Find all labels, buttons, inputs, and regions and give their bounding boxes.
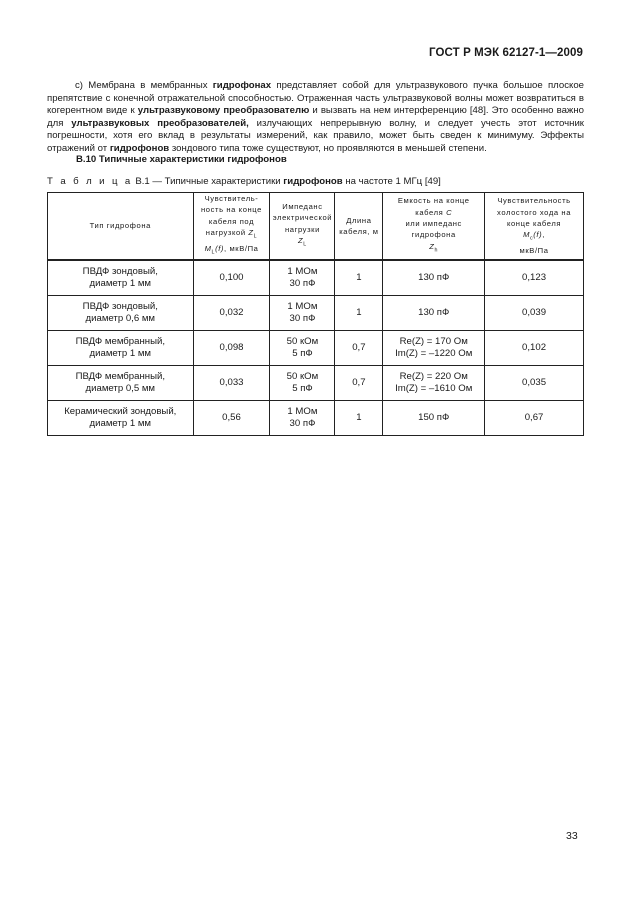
table-row (48, 296, 584, 331)
cell-text: ПВДФ мембранный, (75, 370, 165, 382)
header-text: Емкость на конце кабеля (397, 196, 470, 217)
cell-impedance (270, 401, 335, 436)
header-capacitance (383, 193, 485, 261)
cell-text: 1 МОм (287, 265, 318, 277)
table-row (48, 260, 584, 296)
header-type (48, 193, 194, 261)
cell-text: Re(Z) = 170 Ом (399, 335, 468, 347)
header-sensitivity (193, 193, 270, 261)
subscript: L (303, 241, 307, 248)
cell-impedance (270, 366, 335, 401)
cell-text: 50 кОм (286, 370, 319, 382)
text-span: представляет собой для ультразвукового пучка большое плоское препятствие с конечной отражательной способностью. Отраженная часть ультразвуковой волны может возвратиться в когерентном виде к (47, 80, 584, 117)
body-paragraph (47, 80, 584, 156)
cell-capacitance: 150 пФ (383, 401, 485, 436)
cell-text: диаметр 0,5 мм (85, 383, 156, 395)
header-cable-length (335, 193, 383, 261)
cell-text: ПВДФ мембранный, (75, 335, 165, 347)
cell-capacitance (383, 366, 485, 401)
cell-text: 30 пФ (289, 278, 316, 290)
section-heading: В.10 Типичные характеристики гидрофонов (76, 154, 287, 165)
cell-open-circuit: 0,123 (485, 260, 584, 296)
cell-open-circuit: 0,039 (485, 296, 584, 331)
cell-sensitivity: 0,56 (193, 401, 270, 436)
cell-text: диаметр 1 мм (89, 278, 152, 290)
table-caption (47, 176, 441, 187)
table-header-row (48, 193, 584, 261)
header-text: Импеданс электрической нагрузки (272, 201, 333, 234)
header-text: Тип гидрофона (89, 221, 151, 231)
cell-open-circuit: 0,035 (485, 366, 584, 401)
cell-impedance (270, 331, 335, 366)
cell-length: 0,7 (335, 366, 383, 401)
symbol: Z (298, 236, 304, 246)
cell-text: 50 кОм (286, 335, 319, 347)
cell-text: Re(Z) = 220 Ом (399, 370, 468, 382)
symbol: M (523, 230, 531, 240)
cell-sensitivity: 0,032 (193, 296, 270, 331)
symbol: C (446, 207, 453, 217)
symbol: Z (429, 241, 435, 251)
cell-type (48, 331, 194, 366)
cell-capacitance (383, 331, 485, 366)
cell-open-circuit: 0,102 (485, 331, 584, 366)
cell-type (48, 401, 194, 436)
subscript: c (530, 235, 534, 242)
text-span: с) Мембрана в мембранных (75, 80, 213, 91)
cell-text: 5 пФ (292, 348, 313, 360)
cell-text: Im(Z) = –1610 Ом (395, 383, 473, 395)
caption-suffix: на частоте 1 МГц [49] (342, 176, 441, 187)
header-text: или импеданс гидрофона (405, 219, 462, 240)
subscript: h (434, 247, 439, 254)
cell-type (48, 366, 194, 401)
symbol: (f) (533, 230, 543, 240)
term-transducer: ультразвуковому преобразователю (137, 105, 310, 117)
cell-sensitivity: 0,100 (193, 260, 270, 296)
text-span: излучающих непрерывную волну, и следует учесть этот источник погрешности, хотя его вклад в результаты измерений, как правило, может быть сведен к минимуму. Эффекты отражений от (47, 117, 584, 154)
term-transducers: ультразвуковых преобразователей, (71, 117, 249, 129)
term-hydrophones: гидрофонов (109, 142, 170, 154)
cell-capacitance: 130 пФ (383, 260, 485, 296)
caption-bold-term: гидрофонов (283, 176, 343, 187)
cell-capacitance: 130 пФ (383, 296, 485, 331)
header-text: Длина кабеля, м (339, 215, 379, 237)
symbol: (f) (215, 244, 225, 254)
text-span: зондового типа тоже существуют, но проявляются в меньшей степени. (169, 142, 487, 154)
header-text: мкВ/Па (519, 246, 549, 256)
cell-length: 1 (335, 401, 383, 436)
cell-impedance (270, 260, 335, 296)
text-span: и вызвать на нем интерференцию [48]. Это особенно важно для (47, 105, 584, 129)
cell-type (48, 296, 194, 331)
cell-text: Керамический зондовый, (64, 405, 177, 417)
cell-text: 1 МОм (287, 405, 318, 417)
cell-type (48, 260, 194, 296)
term-hydrophones: гидрофонах (212, 80, 272, 91)
symbol: Z (248, 228, 254, 238)
cell-text: диаметр 0,6 мм (85, 313, 156, 325)
header-text: , мкВ/Па (224, 244, 259, 254)
table-row (48, 366, 584, 401)
header-text: Чувствитель-ность на конце кабеля под нагрузкой (201, 194, 262, 238)
table-row (48, 331, 584, 366)
cell-sensitivity: 0,033 (193, 366, 270, 401)
page-number: 33 (566, 830, 578, 842)
cell-length: 1 (335, 296, 383, 331)
cell-text: диаметр 1 мм (89, 418, 152, 430)
header-text: , (542, 230, 545, 240)
cell-text: 5 пФ (292, 383, 313, 395)
cell-text: диаметр 1 мм (89, 348, 152, 360)
cell-text: 30 пФ (289, 418, 316, 430)
hydrophone-characteristics-table (47, 192, 584, 436)
header-text: Чувствительность холостого хода на конце кабеля (497, 196, 572, 229)
subscript: L (211, 249, 216, 256)
cell-open-circuit: 0,67 (485, 401, 584, 436)
cell-text: Im(Z) = –1220 Ом (395, 348, 473, 360)
cell-text: 1 МОм (287, 300, 318, 312)
symbol: M (204, 244, 212, 254)
document-header: ГОСТ Р МЭК 62127-1—2009 (429, 47, 583, 59)
caption-number: В.1 — Типичные характеристики (132, 176, 284, 187)
cell-text: ПВДФ зондовый, (82, 265, 158, 277)
cell-length: 0,7 (335, 331, 383, 366)
header-open-circuit-sensitivity (485, 193, 584, 261)
cell-sensitivity: 0,098 (193, 331, 270, 366)
cell-length: 1 (335, 260, 383, 296)
cell-text: 30 пФ (289, 313, 316, 325)
caption-prefix: Т а б л и ц а (47, 176, 133, 187)
subscript: L (253, 233, 258, 240)
header-impedance (270, 193, 335, 261)
table-row (48, 401, 584, 436)
cell-impedance (270, 296, 335, 331)
cell-text: ПВДФ зондовый, (82, 300, 158, 312)
